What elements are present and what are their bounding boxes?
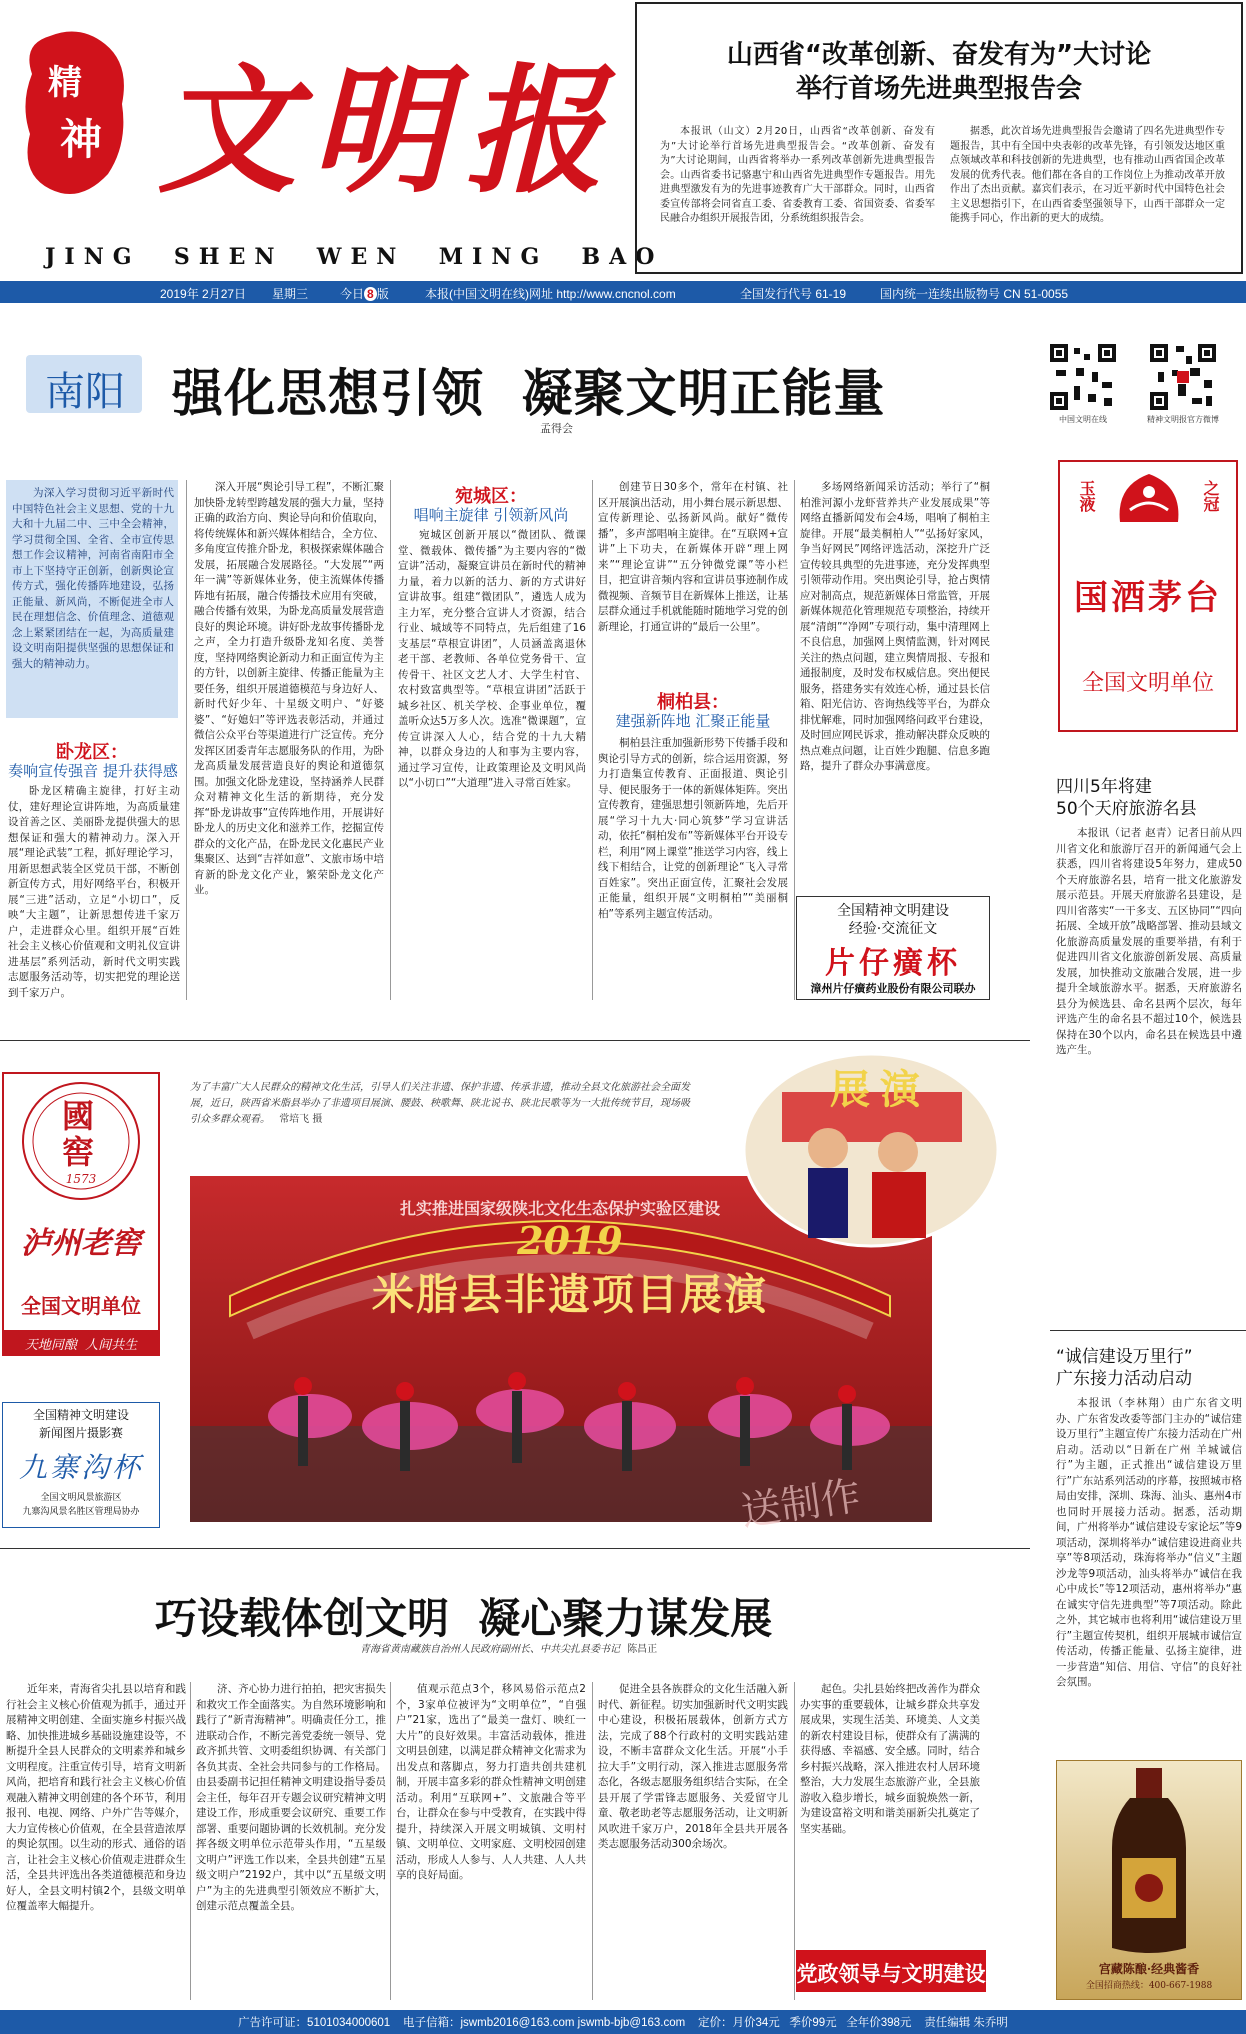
col3b-text: 桐柏县注重加强新形势下传播手段和舆论引导方式的创新，综合运用资源，努力打造集宣传教育、正面报道、舆论引导、便民服务于一体的新媒体矩阵。突出宣传教育，建强思想引领新阵地，先后开展“学习十九大·同心筑梦”学习宣讲活动，依托“桐柏发布”等新媒体平台开设专栏，利用“网上课堂”推送学习内容，线上线下相结合，让党的创新理论“飞入寻常百姓家”。突出正面宣传，汇聚社会发展正能量，组织开展“文明桐柏”“美丽桐柏”等系列主题宣传活动。 bbox=[598, 737, 788, 920]
guojiao-slogan: 天地同酿 人间共生 bbox=[24, 1338, 138, 1353]
website[interactable]: 本报(中国文明在线)网址 http://www.cncnol.com bbox=[425, 287, 676, 301]
qr-caption-2: 精神文明报官方微博 bbox=[1147, 415, 1219, 424]
weekday: 星期三 bbox=[272, 287, 309, 301]
col2-text: 深入开展“舆论引导工程”，不断汇聚加快卧龙转型跨越发展的强大力量，坚持正确的政治方向、舆论导向和价值取向，将传统媒体和新兴媒体相结合，全方位、多角度宣传推介卧龙，积极探索媒体融合发展，拓展融合发展路径。“大发展”“两年一满”等新媒体业务，使主流媒体传播阵地有拓展，融合传播技术应用有突破，融合传播有效果，为卧龙高质量发展营造良好的舆论环境。讲好卧龙故事传播卧龙之声，全力打造升级卧龙知名度、美誉度，坚持网络舆论新动力和正面宣传为主的方针，以创新主旋律、传播正能量为主要任务，组织开展道德模范与身边好人、新时代好少年、十星级文明户、“好婆婆”、“好媳妇”等评选表彰活动，并通过微信公众平台等渠道进行广泛宣传。充分发挥区团委青年志愿服务队的作用，为卧龙高质量发展营造良好的舆论和道德氛围。加强文化卧龙建设，坚持涵养人民群众对精神文化生活的新期待，充分发挥“卧龙讲故事”宣传阵地作用，开展讲好卧龙人的历史文化和滋养工作，挖掘宣传群众的文化产品，在卧龙民文化惠民产业集聚区、达到“吉祥如意”、文旅市场中培育新的卧龙文化产业，繁荣卧龙文化产业。 bbox=[194, 481, 384, 896]
photo-inset-text: 展演 bbox=[830, 1066, 930, 1113]
side-news1-headline: 四川5年将建 50个天府旅游名县 bbox=[1056, 777, 1197, 819]
qr-caption-1: 中国文明在线 bbox=[1059, 415, 1107, 424]
jiuzhai-org2: 九寨沟风景名胜区管理局协办 bbox=[22, 1507, 140, 1517]
guojiao-year: 1573 bbox=[65, 1172, 97, 1186]
pages-count: 8 bbox=[364, 287, 377, 301]
bottom-col5: 起色。尖扎县始终把改善作为群众办实事的重要载体，让城乡群众共享发展成果，实现生活美、环境美、人文美的新农村建设目标，使群众有了满满的获得感、幸福感、安全感。同时，结合乡村振兴战略，深入推进农村人居环境整治，大力发展生态旅游产业，全县旅游收入稳步增长，城乡面貌焕然一新，为建设富裕文明和谐美丽新尖扎奠定了坚实基础。 bbox=[800, 1683, 980, 1835]
footer-price: 定价：月价34元 bbox=[697, 2017, 780, 2029]
guojiao-seal-text: 國窖 bbox=[62, 1097, 95, 1171]
ad-pzh-line2: 经验·交流征文 bbox=[848, 921, 938, 937]
photo-watermark: 送制作 bbox=[738, 1473, 864, 1536]
top-story-headline-1: 山西省“改革创新、奋发有为”大讨论 bbox=[726, 40, 1152, 70]
pages-prefix: 今日 bbox=[340, 287, 365, 301]
pages-suffix: 版 bbox=[376, 287, 389, 301]
col4-text: 创建节日30多个，常年在村镇、社区开展演出活动，用小舞台展示新思想、宣传新理论、弘扬新风尚。献好“微传播”，多声部唱响主旋律。在“互联网+宣讲”上下功夫，在新媒体开辟“理上网来”“理论宣讲”“五分钟微党课”等小栏目，把宣讲音频内容和宣讲员事迹制作成微视频、音频节目在新媒体上推送，让基层群众通过手机就能随时随地学习党的创新理论，打通宣讲的“最后一公里”。 bbox=[598, 481, 788, 633]
photo-banner-year: 2019 bbox=[517, 1218, 623, 1263]
svg-text:文: 文 bbox=[158, 49, 297, 212]
svg-text:精: 精 bbox=[48, 63, 82, 103]
issue-code: 全国发行代号 61-19 bbox=[740, 287, 847, 301]
footer-quarterly: 季价99元 bbox=[789, 2017, 837, 2029]
col1-text: 卧龙区精确主旋律，打好主动仗，建好理论宣讲阵地，为高质量建设首善之区、美丽卧龙提供强大的思想保证和强大的精神动力。深入开展“理论武装”工程，抓好理论学习，用新思想武装全区党员干部，不断创新宣传方式，用好网络平台，积极开展“三进”活动，立足“小切口”，反映“大主题”，让新思想传进千家万户，走进群众心里。组织开展“百姓社会主义核心价值观和文明礼仪宣讲进基层”系列活动，新时代文明实践志愿服务活动等，切实把党的理论送到千家万户。 bbox=[8, 785, 180, 999]
moutai-left: 玉液 bbox=[1077, 480, 1096, 512]
ad-bottle-brand: 宫藏陈酿·经典酱香 bbox=[1098, 1962, 1200, 1976]
main-byline: 孟得会 bbox=[540, 422, 573, 435]
sub3-title: 桐柏县： bbox=[657, 692, 729, 713]
region-label: 南阳 bbox=[45, 369, 125, 415]
photo-banner-arc: 扎实推进国家级陕北文化生态保护实验区建设 bbox=[399, 1199, 720, 1218]
main-headline: 强化思想引领 凝聚文明正能量 bbox=[172, 365, 886, 424]
col5-text: 多场网络新闻采访活动；举行了“桐柏淮河源小龙虾营养共产业发展成果”等网络直播新闻发布会4场，唱响了桐柏主旋律。开展“最美桐柏人”“弘扬好家风，争当好网民”网络评选活动，深挖升广泛宣传较具典型的先进事迹，充分发挥典型引领带动作用。突出舆论引导，抢占舆情应对制高点，规范新媒体日常监管，开展新媒体规范化管理规范专项整治，持续开展“清朗”“净网”专项行动，集中清理网上不良信息，加强网上舆情监测，针对网民关注的热点问题，建立舆情周报、专报和通报制度，及时发布权威信息。突出便民服务，搭建务实有效连心桥，通过县长信箱、阳光信访、咨询热线等平台，为群众排忧解难，同时加强网络问政平台建设，及时回应网民诉求，推动解决群众反映的热点难点问题，让百姓少跑腿、信息多跑路，提升了群众办事满意度。 bbox=[800, 481, 990, 772]
svg-text:神: 神 bbox=[60, 115, 103, 164]
side-news2-headline: “诚信建设万里行” 广东接力活动启动 bbox=[1056, 1347, 1193, 1389]
top-story-para1: 本报讯（山文）2月20日，山西省“改革创新、奋发有为”大讨论举行首场先进典型报告会。“改革创新、奋发有为”大讨论期间，山西省将举办一系列改革创新先进典型报告会。山西省委书记骆惠宁和山西省先进典型作专题报告。用先进典型激发有为的先进事迹教育广大干部群众。同时，山西省委宣传部将会同省直工委、省委教育工委、省国资委、省委军民融合办组织开展报告团，分系统组织报告会。 bbox=[660, 126, 935, 224]
cn-number: 国内统一连续出版物号 CN 51-0055 bbox=[880, 287, 1069, 301]
photo-caption bbox=[190, 1080, 690, 1128]
side-news2-text: 本报讯（李林翔）由广东省文明办、广东省发改委等部门主办的“诚信建设万里行”主题宣传广东接力活动在广州启动。活动以“日新在广州 羊城诚信行”为主题，正式推出“诚信建设万里行”广东站系列活动的序幕，按照城市格局由安排，深圳、珠海、汕头、惠州4市也同时开展接力活动。据悉，活动期间，广州将举办“诚信建设专家论坛”等9项活动，深圳将举办“诚信建设进商业共享”等8项活动，珠海将举办“信义”主题沙龙等9项活动，汕头将举办“诚信在我心中成长”等12项活动，惠州将举办“惠在诚实守信先进典型”等7项活动。除此之外，其它城市也将利用“诚信建设万里行”主题宣传契机，组织开展城市诚信宣传活动，传播正能量、弘扬主旋律，进一步营造“知信、用信、守信”的良好社会氛围。 bbox=[1056, 1397, 1242, 1688]
photo-credit: 常培飞 摄 bbox=[279, 1114, 323, 1125]
sub2-title: 宛城区： bbox=[455, 486, 527, 507]
bottom-col3: 值观示范点3个，移风易俗示范点2个，3家单位被评为“文明单位”，“自强户”21家，选出了“最美一盘灯、映红一大片”的良好效果。丰富活动载体，推进文明县创建，以满足群众精神文化需求为出发点和落脚点，努力打造共创共建机制，开展丰富多彩的群众性精神文明创建活动。利用“互联网+”、文旅融合等平台，让群众在参与中受教育，在实践中得提升，持续深入开展文明城镇、文明村镇、文明单位、文明家庭、文明校园创建活动，形成人人参与、人人共建、人人共享的良好局面。 bbox=[396, 1683, 586, 1881]
side-news1-text: 本报讯（记者 赵青）记者日前从四川省文化和旅游厅召开的新闻通气会上获悉，四川省将建设5年努力，建成50个天府旅游名县，培育一批文化旅游发展示范县。开展天府旅游名县建设，是四川省落实“一干多支、五区协同”“四向拓展、全域开放”战略部署、推动县域文化旅游高质量发展的重要举措，有利于促进四川省文化旅游创新发展、高质量发展，加快推动文旅融合发展，进一步提升全域旅游水平。据悉，天府旅游名县分为候选县、命名县两个层次，每年评选产生的命名县不超过10个，候选县保持在30个以内，命名县在候选县中遴选产生。 bbox=[1056, 827, 1242, 1056]
guojiao-brand: 泸州老窖 bbox=[21, 1226, 141, 1261]
svg-text:报: 报 bbox=[465, 49, 604, 212]
top-story-headline-2: 举行首场先进典型报告会 bbox=[795, 74, 1082, 104]
col3a-text: 宛城区创新开展以“微团队、微课堂、微载体、微传播”为主要内容的“微宣讲”活动，凝聚宣讲员在新时代的精神力量，着力以新的活力、新的方式讲好宣讲故事。组建“微团队”，遴选人成为主力军，充分整合宣讲人才资源，结合行业、城域等不同特点，先后组建了16支基层“草根宣讲团”，人员涵盖离退休老干部、老教师、各单位党务骨干、宣传骨干、社区文艺人才、大学生村官、农村致富典型等。“草根宣讲团”活跃于城乡社区、机关学校、企事业单位，覆盖听众达5万多人次。选准“微课题”，宣传宣讲深入人心，结合党的十九大精神，以群众身边的人和事为主要内容，通过学习宣传，让政策理论及文明风尚以“小切口”“大道理”进入寻常百姓家。 bbox=[398, 529, 586, 789]
bottom-banner-text: 党政领导与文明建设 bbox=[796, 1962, 986, 1986]
ad-pzh-company: 漳州片仔癀药业股份有限公司联办 bbox=[810, 982, 976, 995]
moutai-tag: 全国文明单位 bbox=[1081, 671, 1214, 696]
footer-text bbox=[0, 2014, 1246, 2030]
liquor-bottle-icon bbox=[1100, 1768, 1198, 1958]
svg-text:明: 明 bbox=[310, 49, 449, 212]
qr-code-website[interactable] bbox=[1048, 342, 1118, 412]
sub1-title: 卧龙区： bbox=[56, 742, 128, 763]
jiuzhai-line1: 全国精神文明建设 bbox=[32, 1408, 129, 1422]
bottom-byline-name: 陈昌正 bbox=[627, 1644, 658, 1655]
date: 2019年 2月27日 bbox=[160, 287, 247, 301]
jiuzhai-line2: 新闻图片摄影赛 bbox=[38, 1426, 123, 1440]
bottom-byline bbox=[360, 1640, 657, 1655]
footer-email[interactable]: 电子信箱：jswmb2016@163.com jswmb-bjb@163.com bbox=[403, 2017, 686, 2029]
qr-code-weibo[interactable] bbox=[1148, 342, 1218, 412]
ad-pzh-line1: 全国精神文明建设 bbox=[837, 903, 949, 919]
footer-yearly: 全年价398元 bbox=[846, 2017, 912, 2029]
sub1-sub: 奏响宣传强音 提升获得感 bbox=[8, 762, 178, 780]
bottom-headline: 巧设载体创文明 凝心聚力谋发展 bbox=[155, 1594, 773, 1643]
sub2-sub: 唱响主旋律 引领新风尚 bbox=[413, 506, 569, 524]
jiuzhai-brand: 九寨沟杯 bbox=[18, 1451, 143, 1484]
moutai-logo-icon bbox=[1110, 466, 1188, 532]
photo-caption-text: 为了丰富广大人民群众的精神文化生活，引导人们关注非遗、保护非遗、传承非遗，推动全县文化旅游社会全面发展，近日，陕西省米脂县举办了非遗项目展演、腰鼓、秧歌舞、陕北说书、陕北民歌等为一大批传统节目，现场吸引众多群众观看。 bbox=[190, 1082, 690, 1125]
bottom-col1: 近年来，青海省尖扎县以培育和践行社会主义核心价值观为抓手，通过开展精神文明创建、全面实施乡村振兴战略、加快推进城乡基础设施建设等，不断提升全县人民群众的文明素养和城乡文明程度。注重宣传引导，培育文明新风尚，把培育和践行社会主义核心价值观融入精神文明创建的各个环节，利用报刊、电视、网络、户外广告等媒介，大力宣传核心价值观，在全县营造浓厚的舆论氛围。以生动的形式、通俗的语言，让社会主义核心价值观走进群众生活，全县共评选出各类道德模范和身边好人，全县文明村镇2个，县级文明单位覆盖率大幅提升。 bbox=[6, 1683, 186, 1912]
ad-pzh-brand: 片仔癀杯 bbox=[825, 946, 961, 981]
footer-editor: 责任编辑 朱乔明 bbox=[924, 2017, 1008, 2029]
photo-banner-main: 米脂县非遗项目展演 bbox=[371, 1270, 768, 1319]
jiuzhai-org1: 全国文明风景旅游区 bbox=[40, 1493, 122, 1503]
bottom-col4: 促进全县各族群众的文化生活融入新时代、新征程。切实加强新时代文明实践中心建设，积极拓展载体，创新方式方法，完成了88个行政村的文明实践站建设，不断丰富群众文化生活。开展“小手拉大手”文明行动，深入推进志愿服务常态化，各级志愿服务组织结合实际，在全县开展了学雷锋志愿服务、关爱留守儿童、敬老助老等志愿服务活动，让文明新风吹进千家万户，2018年全县共开展各类志愿服务活动300余场次。 bbox=[598, 1683, 788, 1850]
masthead-logo bbox=[10, 14, 620, 254]
moutai-right: 之冠 bbox=[1201, 480, 1220, 512]
bottom-col2: 济、齐心协力进行拍拍，把灾害损失和救灾工作全面落实。为自然环境影响和践行了“新青海精神”。明确责任分工，推进联动合作，不断完善党委统一领导、党政齐抓共管、文明委组织协调、有关部门各负其责、全社会共同参与的工作格局。由县委副书记担任精神文明建设指导委员会主任，每年召开专题会议研究精神文明建设工作，形成重要会议研究、重要工作部署、重要问题协调的长效机制。充分发挥各级文明单位示范带头作用，“五星级文明户”评选工作以来，全县共创建“五星级文明户”2192户，其中以“五星级文明户”为主的先进典型引领效应不断扩大，创建示范点覆盖全县。 bbox=[196, 1683, 386, 1912]
masthead-pinyin: JING SHEN WEN MING BAO bbox=[45, 244, 664, 270]
top-story-para2: 据悉，此次首场先进典型报告会邀请了四名先进典型作专题报告，其中有全国中央表彰的改革先锋，有引领发达地区重点领域改革和科技创新的先进典型，也有推动山西省国企改革发展的优秀代表。他们都在各自的工作岗位上为推动改革开放作出了杰出贡献。嘉宾们表示，在习近平新时代中国特色社会主义思想指引下，在山西省委坚强领导下，山西干部群众一定能携手同心，作出新的更大的成绩。 bbox=[950, 126, 1225, 224]
intro-text: 为深入学习贯彻习近平新时代中国特色社会主义思想、党的十九大和十九届二中、三中全会精神，学习贯彻全国、全省、全市宣传思想工作会议精神，河南省南阳市全市上下坚持守正创新，创新舆论宣传方式，强化传播阵地建设，弘扬正能量、新风尚，不断促进全市人民在理想信念、价值理念、道德观念上紧紧团结在一起，为高质量建设文明南阳提供坚强的思想保证和强大的精神动力。 bbox=[12, 487, 174, 670]
pages-info bbox=[340, 285, 389, 302]
moutai-brand: 国酒茅台 bbox=[1074, 578, 1222, 618]
ad-bottle-hotline: 全国招商热线：400-667-1988 bbox=[1085, 1981, 1213, 1991]
footer-license: 广告许可证：5101034000601 bbox=[238, 2017, 391, 2029]
bottom-byline-prefix: 青海省黄南藏族自治州人民政府副州长、中共尖扎县委书记 bbox=[360, 1644, 620, 1655]
sub3-sub: 建强新阵地 汇聚正能量 bbox=[615, 712, 771, 730]
guojiao-tag: 全国文明单位 bbox=[21, 1294, 141, 1318]
